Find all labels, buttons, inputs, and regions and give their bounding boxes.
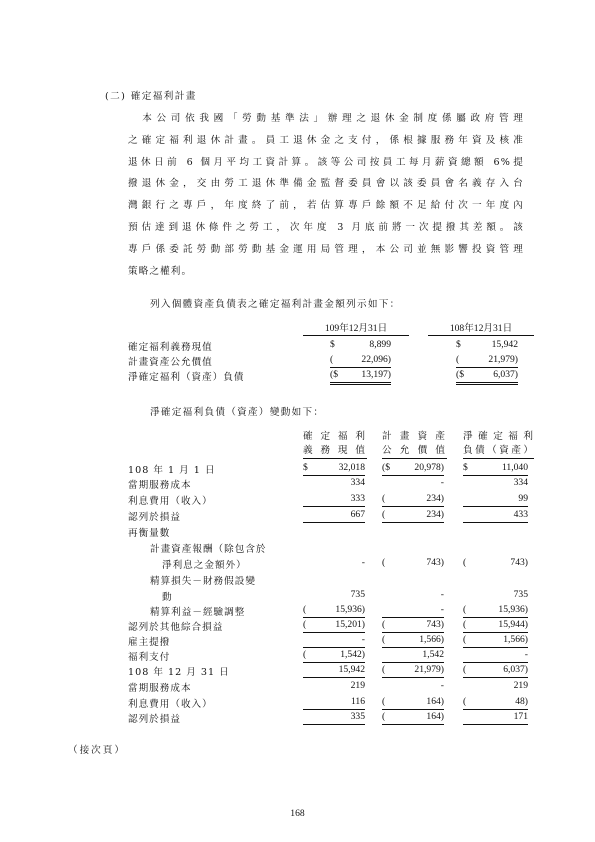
table-cell xyxy=(463,649,528,663)
table1-intro: 列入個體資產負債表之確定福利計畫金額列示如下： xyxy=(150,299,401,310)
cell-prefix: ($ xyxy=(382,462,390,473)
cell-value: 20,978) xyxy=(414,462,444,473)
cell-value: 234) xyxy=(426,509,444,520)
table-cell xyxy=(463,477,528,490)
table-row-label: 利息費用（收入） xyxy=(128,496,213,507)
table-cell xyxy=(463,589,528,602)
table-cell xyxy=(456,369,518,385)
cell-value: 219 xyxy=(350,680,365,691)
table-cell xyxy=(330,339,391,352)
table-cell xyxy=(382,477,444,490)
table-cell xyxy=(382,649,444,663)
table-row-label: 再衡量數 xyxy=(128,528,171,539)
table-cell xyxy=(382,557,444,570)
cell-prefix: ( xyxy=(303,619,307,630)
cell-prefix: ( xyxy=(463,619,467,630)
table-cell xyxy=(382,493,444,507)
cell-value: 433 xyxy=(513,509,528,520)
cell-value: 743) xyxy=(426,619,444,630)
cell-prefix: ( xyxy=(463,604,467,615)
table2-col-header-dbo xyxy=(303,430,367,459)
cell-prefix: $ xyxy=(463,462,468,473)
table-row-label: 計畫資產報酬（除包含於 xyxy=(150,544,267,555)
cell-prefix: ( xyxy=(382,634,386,645)
table-cell xyxy=(303,649,365,663)
table-cell xyxy=(303,680,365,693)
cell-value: 333 xyxy=(350,493,365,504)
cell-value: 99 xyxy=(518,493,528,504)
cell-value: 335 xyxy=(350,711,365,722)
table-row-label: 精算利益－經驗調整 xyxy=(150,607,246,618)
paragraph-line: 退休日前 6 個月平均工資計算。該等公司按員工每月薪資總額 6%提 xyxy=(128,156,524,168)
table-row-label: 淨確定福利（資產）負債 xyxy=(128,372,245,383)
cell-value: - xyxy=(440,680,444,691)
cell-value: 234) xyxy=(426,493,444,504)
col-header-line: 淨確定福利 xyxy=(463,431,534,442)
cell-prefix: ( xyxy=(382,696,386,707)
page-number: 168 xyxy=(290,808,305,819)
table2-intro: 淨確定福利負債（資產）變動如下： xyxy=(150,407,325,418)
cell-prefix: ( xyxy=(463,634,467,645)
table-row-label: 認列於其他綜合損益 xyxy=(128,622,224,633)
table-cell xyxy=(382,509,444,523)
cell-prefix: ($ xyxy=(330,369,338,380)
paragraph-line: 本公司依我國「勞動基準法」辦理之退休金制度係屬政府管理 xyxy=(128,113,524,124)
cell-value: 15,944) xyxy=(498,619,528,630)
paragraph-line: 專戶係委託勞動部勞動基金運用局管理，本公司並無影響投資管理 xyxy=(128,243,524,255)
cell-value: 164) xyxy=(426,711,444,722)
cell-value: 1,566) xyxy=(419,634,444,645)
table-cell xyxy=(303,477,365,490)
table-cell xyxy=(456,354,518,368)
table1-col-header-2019: 108年12月31日 xyxy=(428,320,534,336)
cell-prefix: $ xyxy=(456,339,461,350)
cell-prefix: ( xyxy=(330,354,334,365)
table-cell xyxy=(303,589,365,602)
cell-value: - xyxy=(361,557,365,568)
table-row-label: 當期服務成本 xyxy=(128,480,192,491)
table-row-label: 精算損失－財務假設變 xyxy=(150,576,256,587)
table-cell xyxy=(463,619,528,633)
table-cell xyxy=(303,711,365,725)
table-cell xyxy=(382,696,444,710)
table-cell xyxy=(463,557,528,570)
cell-value: 171 xyxy=(513,711,528,722)
table-cell xyxy=(463,493,528,507)
table-row-label: 認列於損益 xyxy=(128,714,181,725)
cell-value: 735 xyxy=(513,589,528,600)
cell-value: - xyxy=(440,589,444,600)
col-header-line: 負債（資產） xyxy=(463,444,534,459)
cell-value: 1,566) xyxy=(503,634,528,645)
cell-value: - xyxy=(361,634,365,645)
cell-prefix: ( xyxy=(382,664,386,675)
section-heading: (二) 確定福利計畫 xyxy=(105,91,197,102)
cell-value: 334 xyxy=(350,477,365,488)
table-cell xyxy=(303,619,365,633)
cell-prefix: ( xyxy=(382,619,386,630)
table-row-label: 動 xyxy=(162,592,173,603)
table-row-label: 108 年 12 月 31 日 xyxy=(128,667,230,678)
table-cell xyxy=(463,634,528,648)
table-cell xyxy=(303,509,365,523)
cell-value: 32,018 xyxy=(338,462,365,473)
cell-value: 15,936) xyxy=(498,604,528,615)
cell-prefix: $ xyxy=(330,339,335,350)
cell-prefix: ( xyxy=(382,509,386,520)
col-header-line: 確 定 福 利 xyxy=(303,431,367,442)
table2-col-header-net xyxy=(463,430,534,459)
table-cell xyxy=(463,462,528,476)
table-row-label: 確定福利義務現值 xyxy=(128,342,213,353)
table-row-label: 淨利息之金額外） xyxy=(162,560,247,571)
cell-value: 334 xyxy=(513,477,528,488)
table-cell xyxy=(463,711,528,725)
cell-value: 743) xyxy=(510,557,528,568)
table-cell xyxy=(382,462,444,476)
table-cell xyxy=(463,696,528,710)
pension-paragraph xyxy=(128,108,524,282)
table-row-label: 利息費用（收入） xyxy=(128,699,213,710)
table-cell xyxy=(382,604,444,618)
cell-prefix: ( xyxy=(463,696,467,707)
cell-prefix: ( xyxy=(382,557,386,568)
cell-prefix: ( xyxy=(303,604,307,615)
table-cell xyxy=(382,680,444,693)
cell-value: 15,942 xyxy=(491,339,518,350)
cell-value: - xyxy=(524,649,528,660)
cell-value: 219 xyxy=(513,680,528,691)
cell-value: 13,197) xyxy=(361,369,391,380)
cell-value: 6,037) xyxy=(493,369,518,380)
continued-note: （接次頁） xyxy=(68,745,126,756)
paragraph-line: 策略之權利。 xyxy=(128,265,193,277)
paragraph-line: 預估達到退休條件之勞工，次年度 3 月底前將一次提撥其差額。該 xyxy=(128,221,524,233)
cell-value: 8,899 xyxy=(369,339,391,350)
table-cell xyxy=(463,604,528,618)
cell-value: 6,037) xyxy=(503,664,528,675)
col-header-line: 公 允 價 值 xyxy=(382,444,447,459)
cell-value: 48) xyxy=(515,696,528,707)
cell-value: 11,040 xyxy=(501,462,528,473)
cell-value: 667 xyxy=(350,509,365,520)
table-cell xyxy=(382,664,444,678)
cell-value: - xyxy=(440,477,444,488)
cell-value: 164) xyxy=(426,696,444,707)
cell-value: 15,936) xyxy=(335,604,365,615)
cell-prefix: ( xyxy=(456,354,460,365)
table-cell xyxy=(382,589,444,602)
table-cell xyxy=(382,619,444,633)
cell-value: 1,542 xyxy=(422,649,444,660)
col-header-line: 義 務 現 值 xyxy=(303,444,367,459)
table-row-label: 當期服務成本 xyxy=(128,683,192,694)
table-cell xyxy=(382,634,444,648)
cell-prefix: ( xyxy=(463,557,467,568)
cell-value: 15,201) xyxy=(335,619,365,630)
paragraph-line: 灣銀行之專戶，年度終了前，若估算專戶餘額不足給付次一年度內 xyxy=(128,200,524,212)
table1-col-header-2020: 109年12月31日 xyxy=(303,320,409,336)
table-cell xyxy=(463,664,528,678)
table-cell xyxy=(303,557,365,570)
table-cell xyxy=(303,664,365,678)
table-row-label: 計畫資產公允價值 xyxy=(128,357,213,368)
cell-prefix: ( xyxy=(382,493,386,504)
paragraph-line: 之確定福利退休計畫。員工退休金之支付，係根據服務年資及核准 xyxy=(128,134,524,146)
table-cell xyxy=(303,604,365,618)
cell-prefix: ($ xyxy=(456,369,464,380)
table-cell xyxy=(303,462,365,476)
table2-col-header-plan-assets xyxy=(382,430,447,459)
table-cell xyxy=(382,711,444,725)
cell-prefix: ( xyxy=(463,664,467,675)
table-cell xyxy=(463,509,528,523)
table-cell xyxy=(303,493,365,507)
cell-prefix: ( xyxy=(303,649,307,660)
cell-value: 743) xyxy=(426,557,444,568)
table-cell xyxy=(456,339,518,352)
cell-prefix: $ xyxy=(303,462,308,473)
table-cell xyxy=(330,354,391,368)
cell-value: 116 xyxy=(350,696,365,707)
cell-value: 21,979) xyxy=(414,664,444,675)
cell-value: 15,942 xyxy=(338,664,365,675)
col-header-line: 計 畫 資 產 xyxy=(382,431,447,442)
table-cell xyxy=(463,680,528,693)
cell-prefix: ( xyxy=(382,711,386,722)
cell-value: 22,096) xyxy=(361,354,391,365)
cell-value: 21,979) xyxy=(488,354,518,365)
table-row-label: 雇主提撥 xyxy=(128,637,171,648)
table-cell xyxy=(303,634,365,648)
table-cell xyxy=(330,369,391,385)
cell-value: - xyxy=(440,604,444,615)
table-row-label: 認列於損益 xyxy=(128,512,181,523)
paragraph-line: 撥退休金，交由勞工退休準備金監督委員會以該委員會名義存入台 xyxy=(128,178,524,190)
cell-value: 735 xyxy=(350,589,365,600)
table-row-label: 108 年 1 月 1 日 xyxy=(128,465,216,476)
cell-value: 1,542) xyxy=(340,649,365,660)
table-cell xyxy=(303,696,365,710)
table-row-label: 福利支付 xyxy=(128,652,171,663)
